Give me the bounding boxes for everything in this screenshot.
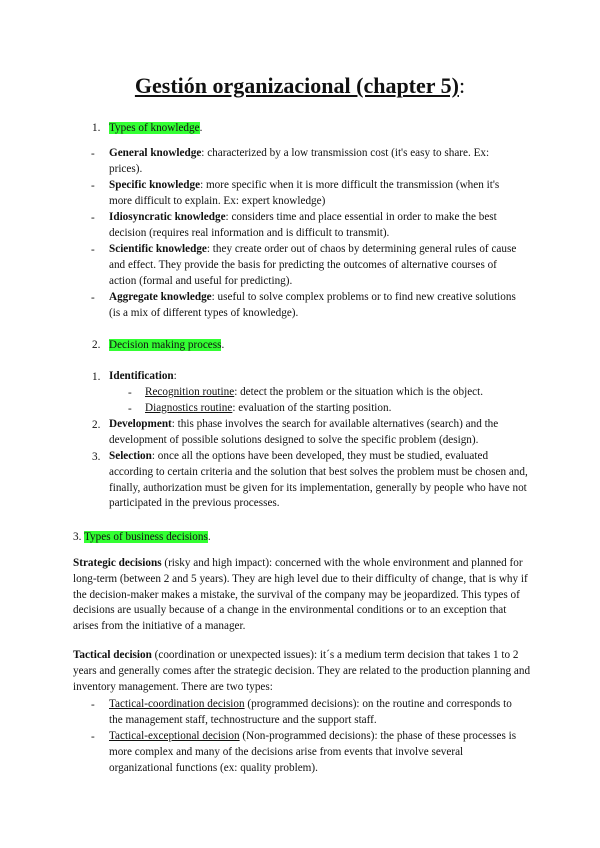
step-term: Identification [109,370,174,382]
knowledge-term: Specific knowledge [109,179,201,191]
knowledge-desc: : they create order out of chaos by determining general rules of cause and effect. They provide the basis for predicting the outcomes of alternative courses of action (formal and useful for predicting). [109,243,517,287]
page-title [0,72,600,100]
knowledge-item-general [109,146,524,178]
section3-heading [73,529,211,545]
tactical-decision-paragraph [73,648,533,695]
step-term: Development [109,418,172,430]
section3-number: 3. [73,531,82,543]
knowledge-term: General knowledge [109,147,202,159]
step-development [109,417,531,449]
section1-heading [109,120,202,136]
sub-term: Tactical-exceptional decision [109,730,240,742]
sub-bullet-marker: - [128,387,132,399]
knowledge-item-specific [109,178,524,210]
sub-item-diagnostics [145,401,535,417]
bullet-marker: - [91,212,95,224]
section1-heading-suffix: . [199,122,203,134]
section1-number: 1. [92,122,101,134]
sub-desc: (Non-programmed decisions): the phase of these processes is more complex and many of the decisions arise from events that involve several organizational functions (ex: quality problem). [109,730,517,774]
knowledge-item-aggregate [109,290,524,322]
knowledge-desc: : useful to solve complex problems or to find new creative solutions (is a mix of different types of knowledge). [109,291,516,319]
knowledge-term: Scientific knowledge [109,243,207,255]
sub-desc: : evaluation of the starting position. [232,402,392,414]
step-number: 3. [92,451,101,463]
sub-desc: : detect the problem or the situation which is the object. [234,386,484,398]
step-number: 2. [92,419,101,431]
step-identification [109,369,529,385]
section2-number: 2. [92,339,101,351]
knowledge-item-scientific [109,242,524,289]
sub-desc: (programmed decisions): on the routine and corresponds to the management staff, technostructure and the support staff. [109,698,512,726]
bullet-marker: - [91,699,95,711]
knowledge-desc: : considers time and place essential in order to make the best decision (requires real information and is difficult to transmit). [109,211,497,239]
tactical-desc: (coordination or unexpected issues): it´s a medium term decision that takes 1 to 2 years and generally comes after the strategic decision. They are related to the production planning and inventory management. There are two types: [73,649,531,693]
bullet-marker: - [91,244,95,256]
step-selection [109,449,531,512]
tactical-term: Tactical decision [73,649,152,661]
knowledge-item-idiosyncratic [109,210,524,242]
knowledge-term: Aggregate knowledge [109,291,212,303]
sub-term: Tactical-coordination decision [109,698,245,710]
bullet-marker: - [91,180,95,192]
section1-heading-text: Types of knowledge [109,122,200,134]
tactical-coordination-item [109,697,524,729]
bullet-marker: - [91,292,95,304]
sub-bullet-marker: - [128,403,132,415]
step-number: 1. [92,371,101,383]
bullet-marker: - [91,731,95,743]
step-desc: : this phase involves the search for available alternatives (search) and the development of possible solutions designed to solve the specific problem (design). [109,418,499,446]
title-text: Gestión organizacional (chapter 5) [134,73,459,98]
knowledge-desc: : more specific when it is more difficult the transmission (when it's more difficult to explain. Ex: expert knowledge) [109,179,500,207]
section3-heading-suffix: . [207,531,211,543]
strategic-decisions-paragraph [73,556,533,635]
strategic-term: Strategic decisions [73,557,162,569]
step-desc: : [173,370,177,382]
section2-heading-suffix: . [221,339,225,351]
knowledge-term: Idiosyncratic knowledge [109,211,226,223]
title-colon: : [458,73,466,98]
section3-heading-text: Types of business decisions [84,531,208,543]
step-desc: : once all the options have been developed, they must be studied, evaluated according to certain criteria and the solution that best solves the problem must be chosen and, finally, authorization must be given for its implementation, generally by people who have not participated in the previous processes. [109,450,528,510]
sub-term: Recognition routine [145,386,235,398]
section2-heading [109,337,224,353]
knowledge-desc: : characterized by a low transmission cost (it's easy to share. Ex: prices). [109,147,490,175]
sub-item-recognition [145,385,535,401]
section2-heading-text: Decision making process [109,339,222,351]
strategic-desc: (risky and high impact): concerned with the whole environment and planned for long-term (between 2 and 5 years). They are high level due to their difficulty of change, that is why if the decision-maker makes a mistake, the survival of the company may be jeopardized. This types of decisions are usually because of a change in the environmental conditions or to an exception that arises from the initiative of a manager. [73,557,528,633]
sub-term: Diagnostics routine [145,402,233,414]
step-term: Selection [109,450,152,462]
tactical-exceptional-item [109,729,524,776]
bullet-marker: - [91,148,95,160]
